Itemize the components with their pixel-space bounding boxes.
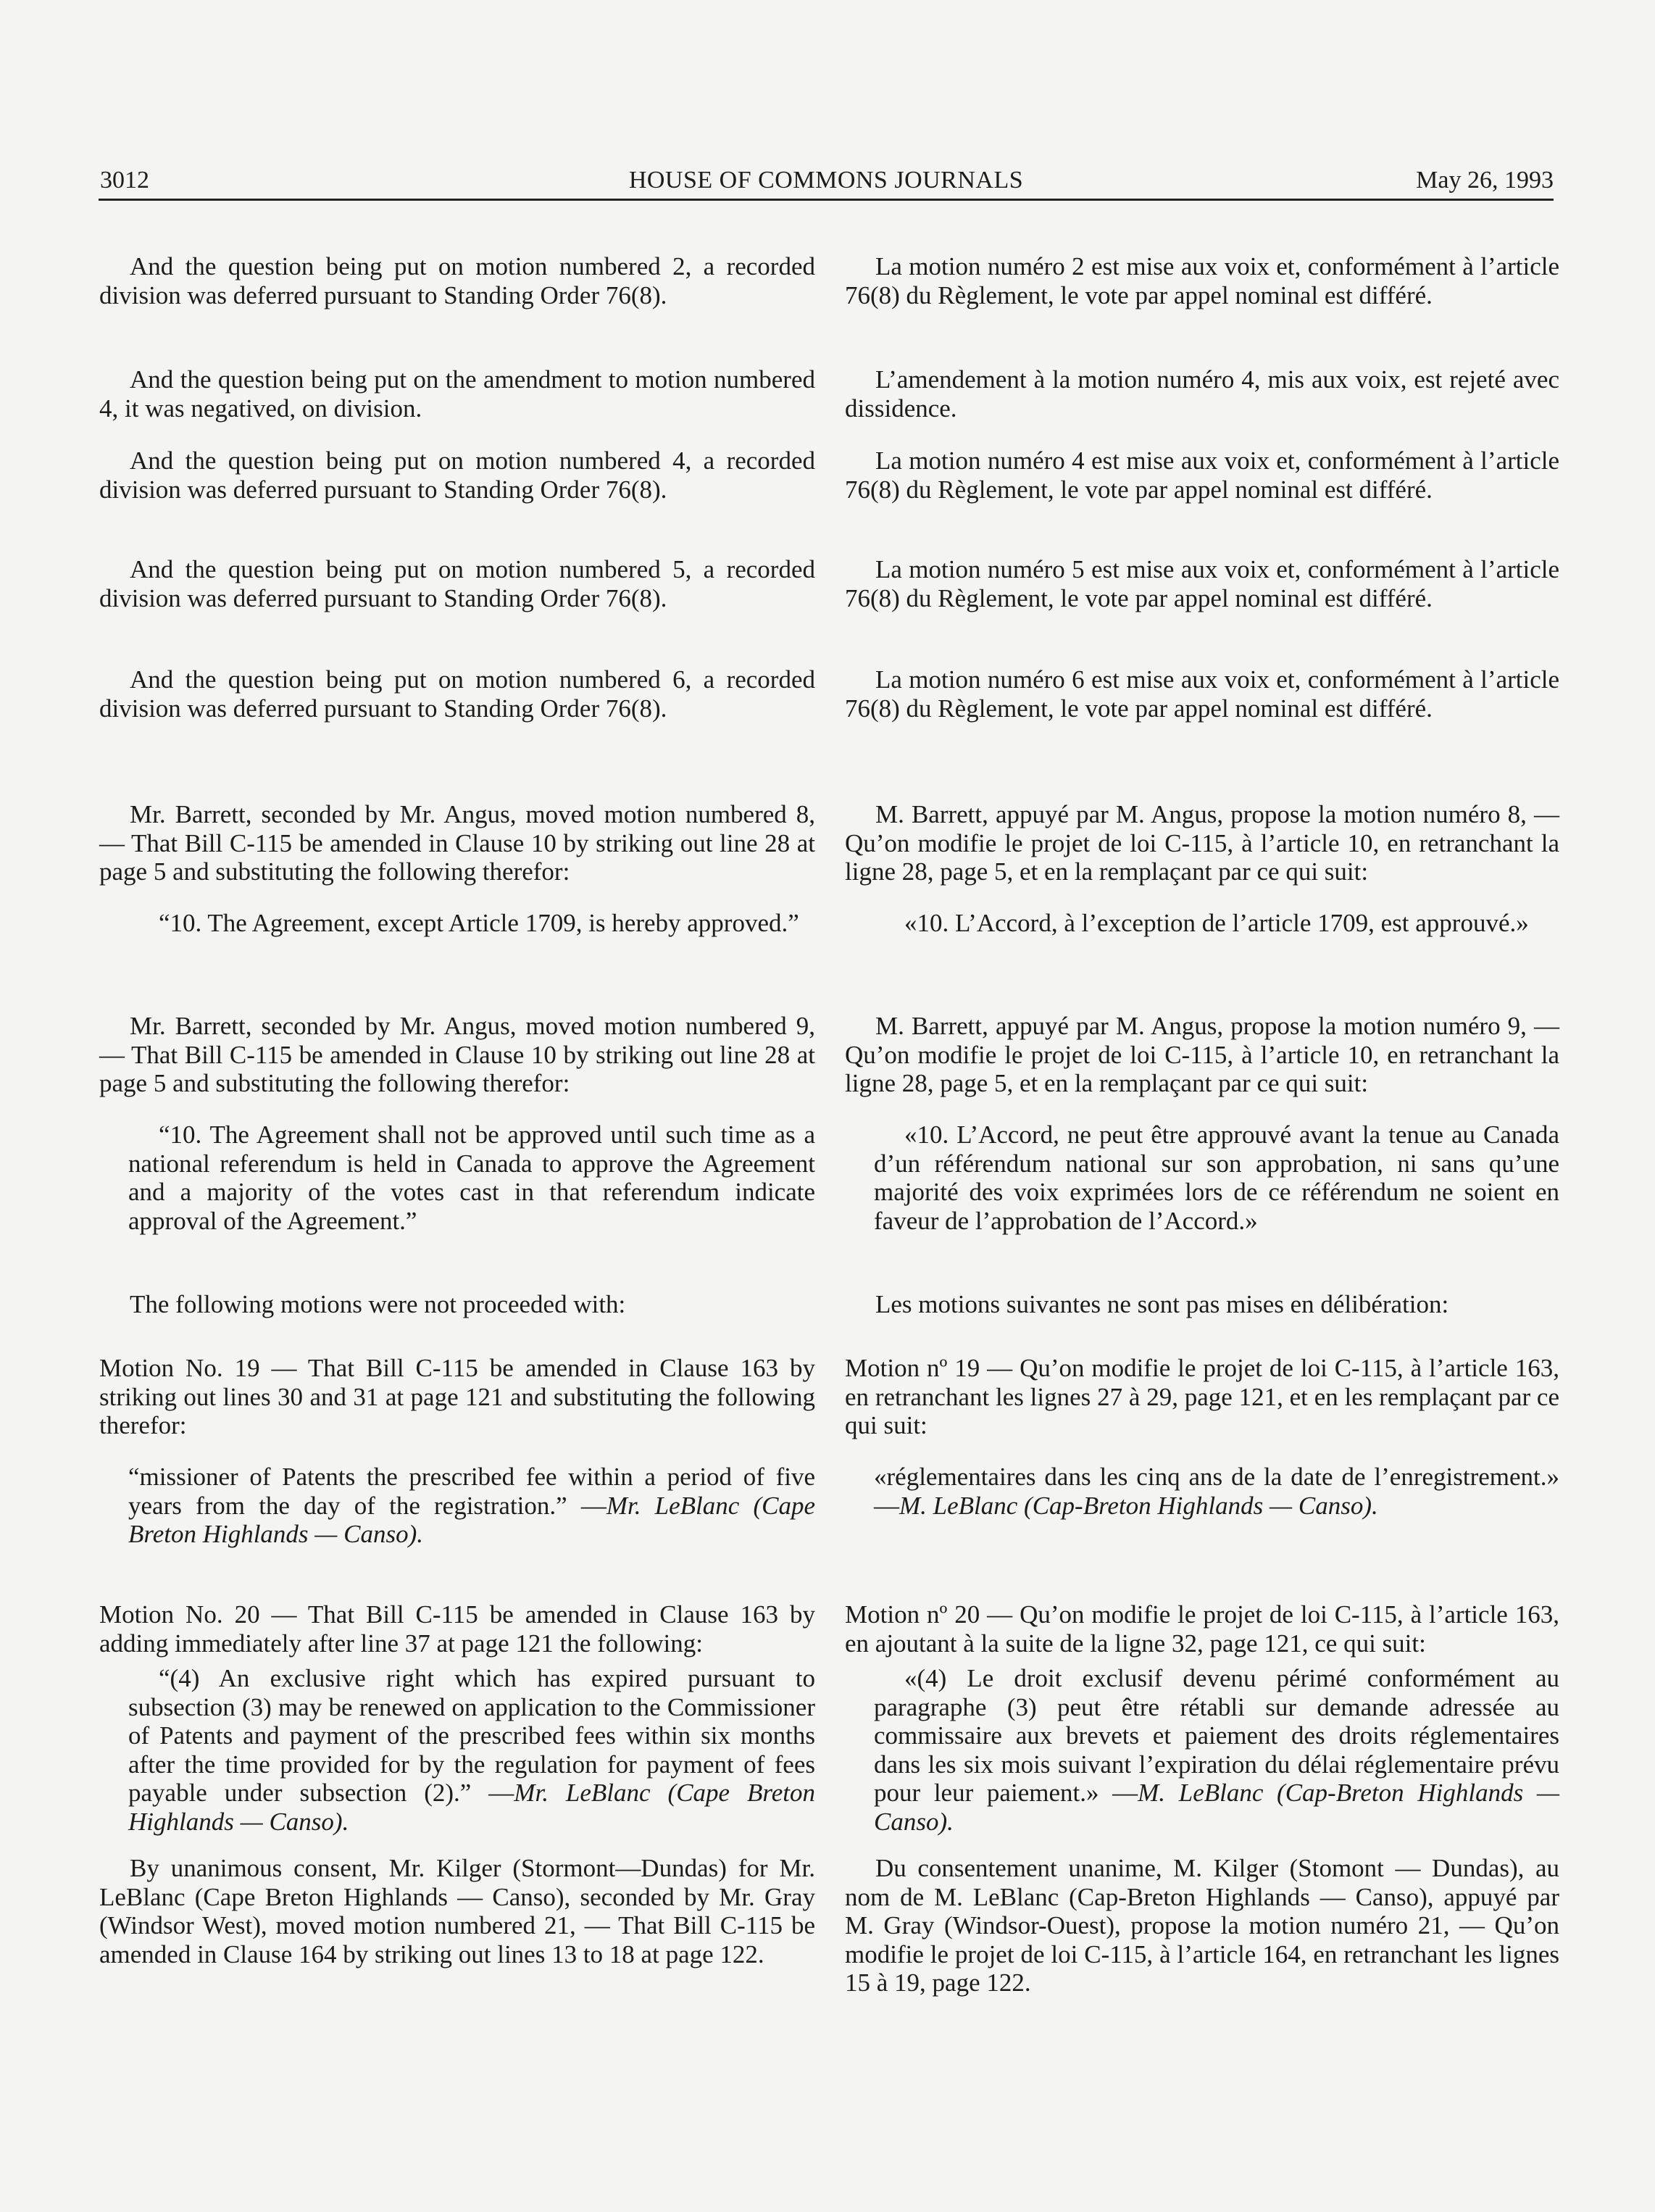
- fr-motion-20: Motion nº 20 — Qu’on modifie le projet de loi C-115, à l’article 163, en ajoutant à la suite de la ligne 32, page 121, ce qui suit:: [845, 1600, 1559, 1658]
- fr-paragraph: La motion numéro 6 est mise aux voix et, conformément à l’article 76(8) du Règlement, le vote par appel nominal est différé.: [845, 665, 1559, 723]
- fr-quote-motion-19: «réglementaires dans les cinq ans de la date de l’enregistrement.» —M. LeBlanc (Cap-Breton Highlands — Canso).: [874, 1463, 1559, 1520]
- fr-paragraph: La motion numéro 5 est mise aux voix et, conformément à l’article 76(8) du Règlement, le vote par appel nominal est différé.: [845, 555, 1559, 612]
- journal-date: May 26, 1993: [1416, 167, 1554, 194]
- en-quote-motion-9: “10. The Agreement shall not be approved until such time as a national referendum is held in Canada to approve the Agreement and a majority of the votes cast in that referendum indicate approval of the Agreement.”: [128, 1120, 815, 1235]
- en-motion-9: Mr. Barrett, seconded by Mr. Angus, moved motion numbered 9, — That Bill C-115 be amended in Clause 10 by striking out line 28 at page 5 and substituting the following therefor:: [99, 1012, 815, 1097]
- en-quote-motion-8: “10. The Agreement, except Article 1709, is hereby approved.”: [159, 909, 799, 937]
- en-sponsor-19: Mr. LeBlanc (Cape Breton Highlands — Canso).: [128, 1491, 815, 1548]
- en-not-proceeded-heading: The following motions were not proceeded with:: [130, 1290, 626, 1318]
- journal-title: HOUSE OF COMMONS JOURNALS: [628, 167, 1024, 194]
- en-paragraph: And the question being put on motion numbered 4, a recorded division was deferred pursuant to Standing Order 76(8).: [99, 446, 815, 504]
- fr-paragraph: La motion numéro 4 est mise aux voix et, conformément à l’article 76(8) du Règlement, le vote par appel nominal est différé.: [845, 446, 1559, 504]
- en-motion-20: Motion No. 20 — That Bill C-115 be amended in Clause 163 by adding immediately after line 37 at page 121 the following:: [99, 1600, 815, 1658]
- fr-motion-19: Motion nº 19 — Qu’on modifie le projet de loi C-115, à l’article 163, en retranchant les lignes 27 à 29, page 121, et en les remplaçant par ce qui suit:: [845, 1354, 1559, 1439]
- en-quote-motion-20: “(4) An exclusive right which has expired pursuant to subsection (3) may be renewed on application to the Commissioner of Patents and payment of the prescribed fees within six months after the time provided for by the regulation for payment of fees payable under subsection (2).” —Mr. LeBlanc (Cape Breton Highlands — Canso).: [128, 1664, 816, 1836]
- en-motion-19: Motion No. 19 — That Bill C-115 be amended in Clause 163 by striking out lines 30 and 31 at page 121 and substituting the following therefor:: [99, 1354, 815, 1439]
- page-header: [99, 161, 1554, 201]
- en-paragraph: And the question being put on motion numbered 6, a recorded division was deferred pursuant to Standing Order 76(8).: [99, 665, 815, 723]
- fr-motion-21: Du consentement unanime, M. Kilger (Stomont — Dundas), au nom de M. LeBlanc (Cap-Breton Highlands — Canso), appuyé par M. Gray (Windsor-Ouest), propose la motion numéro 21, — Qu’on modifie le projet de loi C-115, à l’article 164, en retranchant les lignes 15 à 19, page 122.: [845, 1854, 1559, 1997]
- en-paragraph: And the question being put on motion numbered 5, a recorded division was deferred pursuant to Standing Order 76(8).: [99, 555, 815, 612]
- fr-paragraph: La motion numéro 2 est mise aux voix et, conformément à l’article 76(8) du Règlement, le vote par appel nominal est différé.: [845, 252, 1559, 309]
- page-number: 3012: [100, 167, 149, 194]
- en-paragraph: And the question being put on motion numbered 2, a recorded division was deferred pursuant to Standing Order 76(8).: [99, 252, 815, 309]
- fr-quote-motion-20: «(4) Le droit exclusif devenu périmé conformément au paragraphe (3) peut être rétabli sur demande adressée au commissaire aux brevets et paiement des droits réglementaires dans les six mois suivant l’expiration du délai réglementaire prévu pour leur paiement.» —M. LeBlanc (Cap-Breton Highlands — Canso).: [874, 1664, 1559, 1836]
- fr-quote-motion-9: «10. L’Accord, ne peut être approuvé avant la tenue au Canada d’un référendum national sur son approbation, ni sans qu’une majorité des voix exprimées lors de ce référendum ne soient en faveur de l’approbation de l’Accord.»: [874, 1120, 1559, 1235]
- fr-sponsor-19: M. LeBlanc (Cap-Breton Highlands — Canso).: [899, 1491, 1378, 1520]
- fr-motion-9: M. Barrett, appuyé par M. Angus, propose la motion numéro 9, — Qu’on modifie le projet de loi C-115, à l’article 10, en retranchant la ligne 28, page 5, et en la remplaçant par ce qui suit:: [845, 1012, 1559, 1097]
- en-paragraph: And the question being put on the amendment to motion numbered 4, it was negatived, on division.: [99, 365, 815, 423]
- fr-not-proceeded-heading: Les motions suivantes ne sont pas mises en délibération:: [875, 1290, 1449, 1318]
- fr-paragraph: L’amendement à la motion numéro 4, mis aux voix, est rejeté avec dissidence.: [845, 365, 1559, 423]
- fr-sponsor-20: M. LeBlanc (Cap-Breton Highlands — Canso).: [874, 1779, 1559, 1836]
- en-motion-8: Mr. Barrett, seconded by Mr. Angus, moved motion numbered 8, — That Bill C-115 be amended in Clause 10 by striking out line 28 at page 5 and substituting the following therefor:: [99, 800, 815, 886]
- en-sponsor-20: Mr. LeBlanc (Cape Breton Highlands — Canso).: [128, 1779, 816, 1836]
- en-motion-21: By unanimous consent, Mr. Kilger (Stormont—Dundas) for Mr. LeBlanc (Cape Breton Highlands — Canso), seconded by Mr. Gray (Windsor West), moved motion numbered 21, — That Bill C-115 be amended in Clause 164 by striking out lines 13 to 18 at page 122.: [99, 1854, 815, 1968]
- en-quote-motion-19: “missioner of Patents the prescribed fee within a period of five years from the day of the registration.” —Mr. LeBlanc (Cape Breton Highlands — Canso).: [128, 1463, 815, 1548]
- fr-motion-8: M. Barrett, appuyé par M. Angus, propose la motion numéro 8, — Qu’on modifie le projet de loi C-115, à l’article 10, en retranchant la ligne 28, page 5, et en la remplaçant par ce qui suit:: [845, 800, 1559, 886]
- fr-quote-motion-8: «10. L’Accord, à l’exception de l’article 1709, est approuvé.»: [904, 909, 1529, 937]
